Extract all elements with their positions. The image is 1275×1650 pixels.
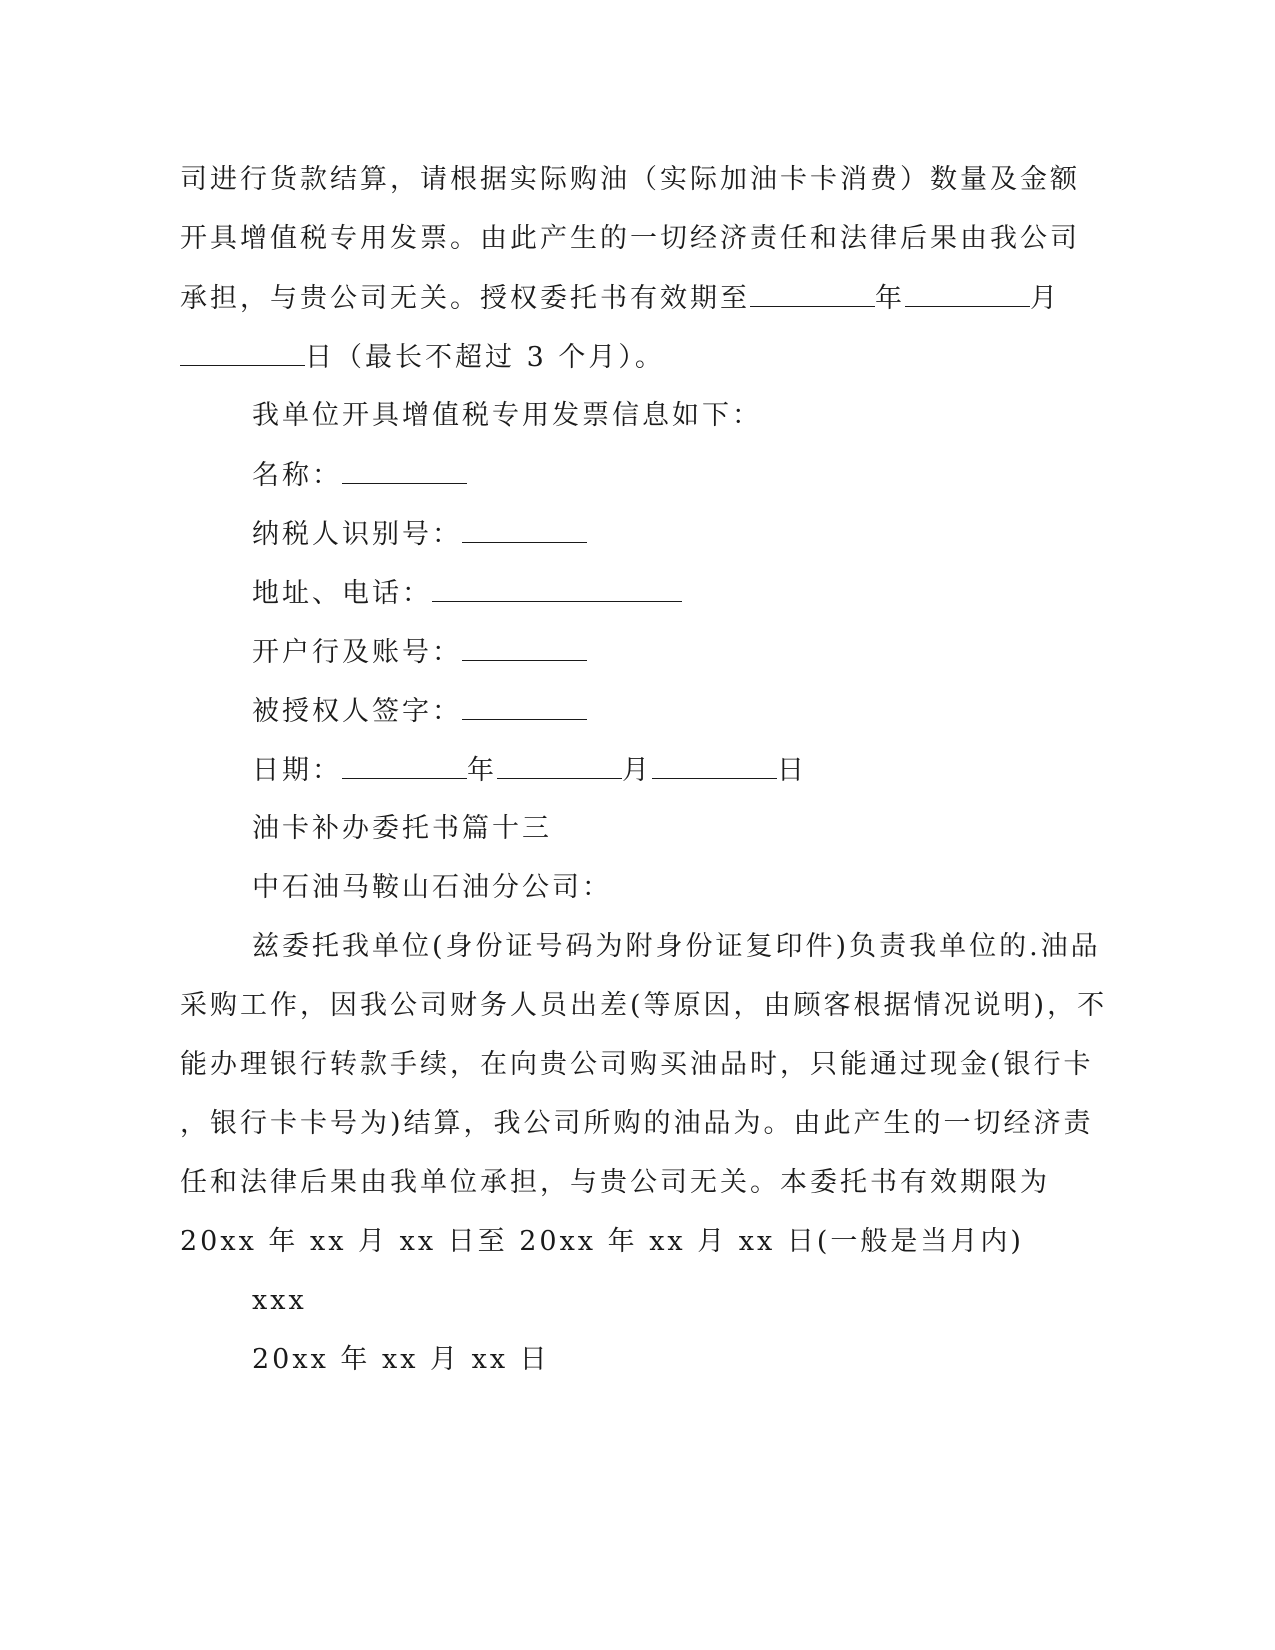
field-label: 纳税人识别号： xyxy=(252,519,462,550)
text: 日（最长不超过 3 个月）。 xyxy=(305,342,665,373)
blank-year xyxy=(750,278,875,307)
field-signature xyxy=(252,691,587,731)
text: 承担，与贵公司无关。授权委托书有效期至 xyxy=(180,283,750,314)
field-taxpayer-id xyxy=(252,514,587,554)
blank-date-day xyxy=(652,750,777,779)
field-address-phone xyxy=(252,573,682,613)
paragraph-line xyxy=(180,1222,1024,1262)
paragraph-line xyxy=(180,1104,1094,1144)
text: xxx xyxy=(252,1285,307,1316)
field-name xyxy=(252,455,467,495)
addressee xyxy=(252,868,612,908)
invoice-intro xyxy=(252,396,762,436)
paragraph-line xyxy=(180,278,1060,318)
text: 20xx 年 xx 月 xx 日至 20xx 年 xx 月 xx 日(一般是当月内) xyxy=(180,1226,1024,1257)
paragraph-line xyxy=(180,1163,1050,1203)
text: 能办理银行转款手续，在向贵公司购买油品时，只能通过现金(银行卡 xyxy=(180,1049,1094,1080)
text: 月 xyxy=(622,755,652,786)
field-bank-account xyxy=(252,632,587,672)
paragraph-line xyxy=(180,219,1080,259)
text: 兹委托我单位(身份证号码为附身份证复印件)负责我单位的.油品 xyxy=(252,931,1101,962)
blank-day xyxy=(180,337,305,366)
text: 开具增值税专用发票。由此产生的一切经济责任和法律后果由我公司 xyxy=(180,223,1080,254)
text: 我单位开具增值税专用发票信息如下： xyxy=(252,400,762,431)
blank-date-year xyxy=(342,750,467,779)
blank-name xyxy=(342,455,467,484)
text: 任和法律后果由我单位承担，与贵公司无关。本委托书有效期限为 xyxy=(180,1167,1050,1198)
blank-address-phone xyxy=(432,573,682,602)
signer xyxy=(252,1281,307,1321)
paragraph-line xyxy=(252,927,1101,967)
blank-taxpayer-id xyxy=(462,514,587,543)
blank-bank-account xyxy=(462,632,587,661)
text: 司进行货款结算，请根据实际购油（实际加油卡卡消费）数量及金额 xyxy=(180,164,1080,195)
text: 月 xyxy=(1030,283,1060,314)
field-label: 开户行及账号： xyxy=(252,637,462,668)
field-label: 名称： xyxy=(252,460,342,491)
paragraph-line xyxy=(180,160,1080,200)
sign-date xyxy=(252,1340,550,1380)
paragraph-line xyxy=(180,337,665,377)
text: 油卡补办委托书篇十三 xyxy=(252,813,552,844)
text: 20xx 年 xx 月 xx 日 xyxy=(252,1344,550,1375)
section-title xyxy=(252,809,552,849)
paragraph-line xyxy=(180,1045,1094,1085)
field-label: 日期： xyxy=(252,755,342,786)
blank-signature xyxy=(462,691,587,720)
text: ，银行卡卡号为)结算，我公司所购的油品为。由此产生的一切经济责 xyxy=(180,1108,1094,1139)
field-label: 地址、电话： xyxy=(252,578,432,609)
blank-month xyxy=(905,278,1030,307)
field-date xyxy=(252,750,807,790)
text: 日 xyxy=(777,755,807,786)
text: 年 xyxy=(875,283,905,314)
blank-date-month xyxy=(497,750,622,779)
text: 中石油马鞍山石油分公司： xyxy=(252,872,612,903)
field-label: 被授权人签字： xyxy=(252,696,462,727)
paragraph-line xyxy=(180,986,1107,1026)
text: 采购工作，因我公司财务人员出差(等原因，由顾客根据情况说明)，不 xyxy=(180,990,1108,1021)
text: 年 xyxy=(467,755,497,786)
